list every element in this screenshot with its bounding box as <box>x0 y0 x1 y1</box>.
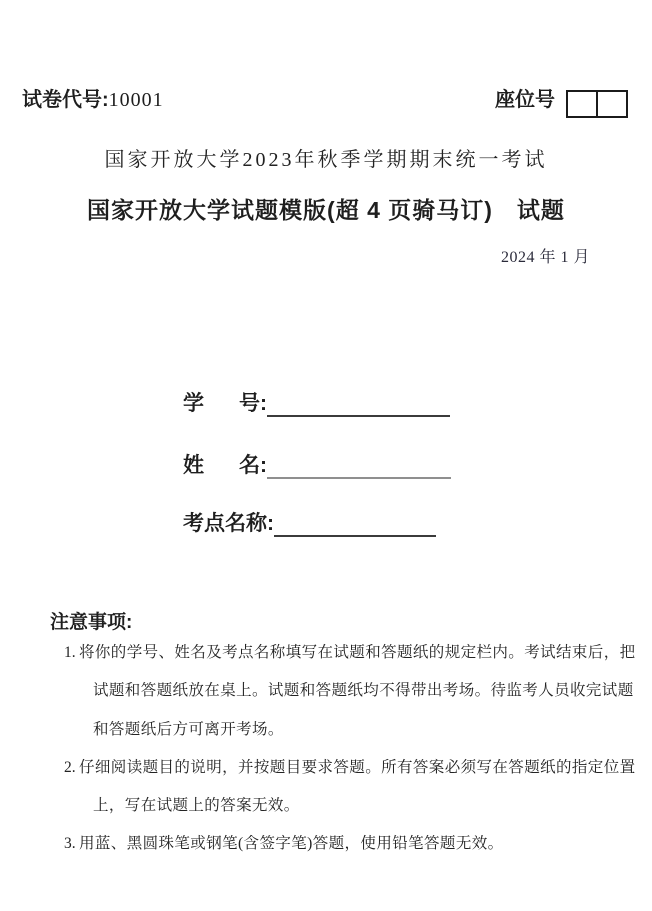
paper-code-label: 试卷代号: <box>22 89 109 111</box>
paper-code <box>22 88 164 112</box>
student-id-row <box>183 391 450 417</box>
notice-item-2-line-2: 上，写在试题上的答案无效。 <box>93 797 300 815</box>
name-label-char2: 名: <box>239 454 267 477</box>
notices-body <box>0 634 640 864</box>
notices-heading: 注意事项: <box>50 612 133 633</box>
name-blank-line <box>267 453 451 479</box>
notice-item-1-number: 1. <box>64 644 76 661</box>
exam-date: 2024 年 1 月 <box>500 249 590 266</box>
student-id-label <box>183 391 267 417</box>
seat-number-box-1 <box>566 90 598 118</box>
exam-site-blank-line <box>274 511 436 537</box>
notice-item-1-line-1 <box>64 634 640 672</box>
name-row <box>183 453 451 479</box>
notice-item-2-number: 2. <box>64 758 76 776</box>
seat-number-label: 座位号 <box>495 89 555 111</box>
notice-item-3-line-1 <box>64 825 640 863</box>
seat-number-boxes <box>566 90 628 118</box>
student-id-label-char1: 学 <box>183 392 204 415</box>
notice-item-3-number: 3. <box>64 835 76 853</box>
notice-item-2-text: 仔细阅读题目的说明，并按题目要求答题。所有答案必须写在答题纸的指定位置 <box>79 758 636 776</box>
exam-title: 国家开放大学试题模版(超 4 页骑马订) 试题 <box>87 197 565 223</box>
seat-number-box-2 <box>596 90 628 118</box>
paper-code-value: 10001 <box>108 89 164 111</box>
exam-site-label: 考点名称: <box>183 512 274 535</box>
student-id-blank-line <box>267 391 450 417</box>
notice-item-2-line-1 <box>64 749 640 787</box>
exam-site-row <box>183 511 436 537</box>
name-label-char1: 姓 <box>183 454 204 477</box>
student-id-label-char2: 号: <box>239 392 267 415</box>
name-label <box>183 453 267 479</box>
notice-item-3-text: 用蓝、黑圆珠笔或钢笔(含签字笔)答题，使用铅笔答题无效。 <box>79 835 504 853</box>
notice-item-1-text: 将你的学号、姓名及考点名称填写在试题和答题纸的规定栏内。考试结束后，把 <box>79 644 636 661</box>
exam-session-line: 国家开放大学2023年秋季学期期末统一考试 <box>104 149 548 171</box>
notice-item-1-line-2: 试题和答题纸放在桌上。试题和答题纸均不得带出考场。待监考人员收完试题 <box>93 682 634 700</box>
notice-item-1-line-3: 和答题纸后方可离开考场。 <box>93 720 284 738</box>
